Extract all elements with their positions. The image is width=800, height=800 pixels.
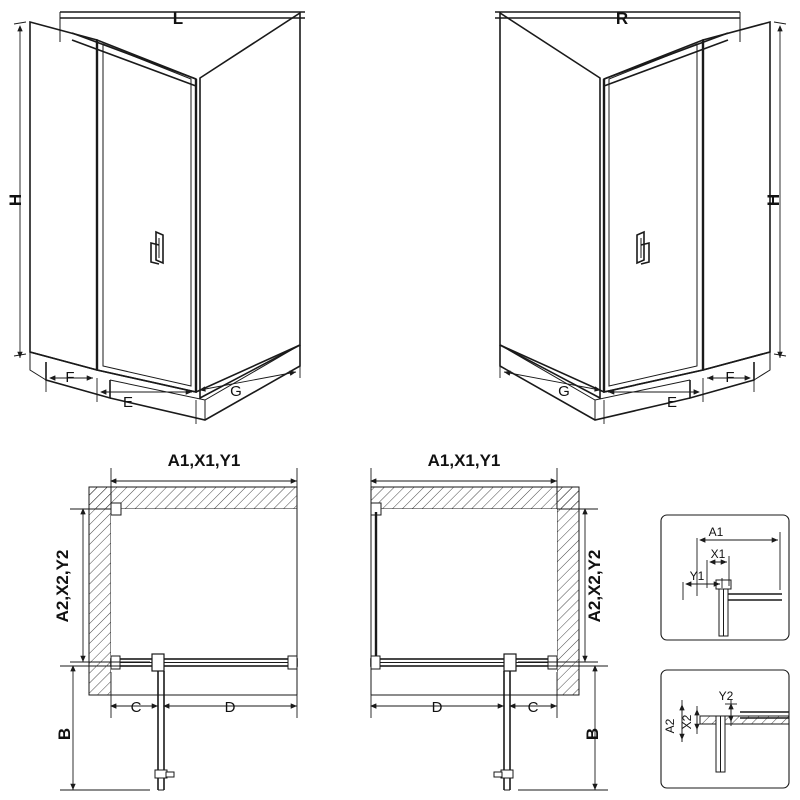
iso-right-view-name: R — [615, 9, 629, 28]
detail-bottom-label-x2: X2 — [680, 714, 694, 730]
plan-right-side-dim-label: A2,X2,Y2 — [585, 549, 604, 623]
detail-top-label-x1: X1 — [710, 547, 726, 561]
iso-left-label-f: F — [65, 369, 75, 386]
detail-top-label-a1: A1 — [708, 525, 724, 539]
plan-left-side-dim-label: A2,X2,Y2 — [53, 549, 72, 623]
plan-left-b-dim-label: B — [55, 727, 74, 741]
detail-top-label-y1: Y1 — [689, 569, 705, 583]
iso-left-label-g: G — [230, 383, 242, 400]
plan-left-label-d: D — [224, 699, 236, 716]
plan-right-label-c: C — [527, 699, 539, 716]
plan-left-top-dim-label: A1,X1,Y1 — [167, 451, 241, 470]
iso-right-label-f: F — [725, 369, 735, 386]
plan-left-label-c: C — [130, 699, 142, 716]
iso-left-view-name: L — [172, 9, 184, 28]
iso-right-height-label: H — [764, 193, 783, 207]
iso-left-label-e: E — [122, 394, 134, 411]
iso-right-label-g: G — [558, 383, 570, 400]
detail-bottom-label-y2: Y2 — [718, 689, 734, 703]
iso-left-height-label: H — [6, 193, 25, 207]
detail-bottom-label-a2: A2 — [663, 718, 677, 734]
plan-right-top-dim-label: A1,X1,Y1 — [427, 451, 501, 470]
plan-right-label-d: D — [431, 699, 443, 716]
iso-right-label-e: E — [666, 394, 678, 411]
plan-right-b-dim-label: B — [583, 727, 602, 741]
